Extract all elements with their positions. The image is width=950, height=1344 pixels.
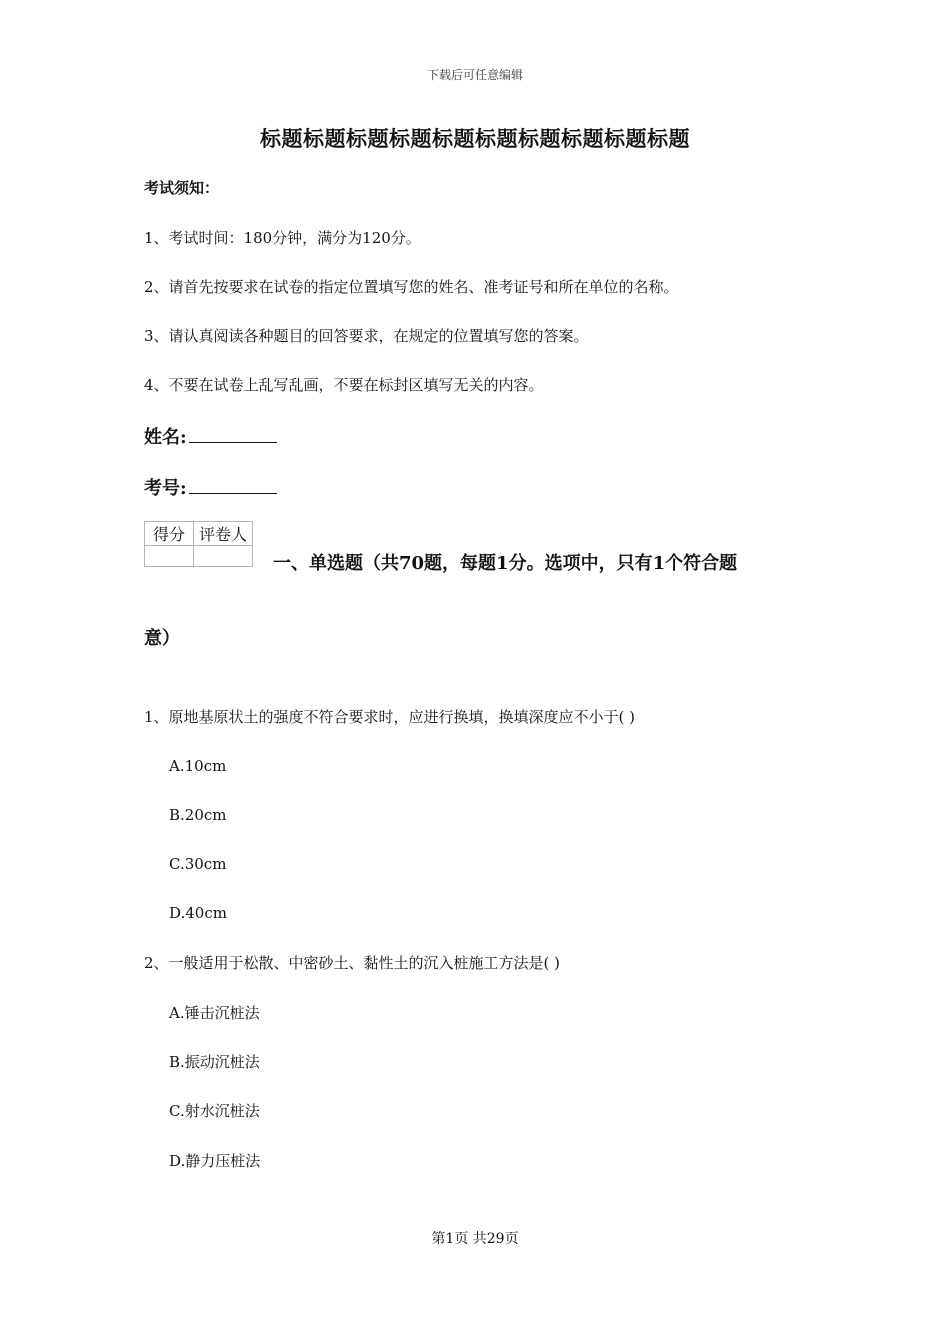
question-2-option-d: D.静力压桩法	[169, 1152, 261, 1170]
notice-rule-4: 4、不要在试卷上乱写乱画，不要在标封区填写无关的内容。	[144, 376, 544, 394]
notice-rule-1: 1、考试时间：180分钟，满分为120分。	[144, 229, 421, 247]
score-label: 得分	[145, 522, 194, 546]
name-blank	[189, 442, 277, 443]
name-field	[144, 423, 277, 449]
section-heading-continued: 意）	[144, 628, 180, 649]
exam-number-blank	[189, 493, 277, 494]
notice-rule-3: 3、请认真阅读各种题目的回答要求，在规定的位置填写您的答案。	[144, 327, 589, 345]
score-cell	[145, 546, 194, 567]
question-2-option-c: C.射水沉桩法	[169, 1102, 260, 1120]
section-heading: 一、单选题（共70题，每题1分。选项中，只有1个符合题	[273, 553, 738, 574]
question-1: 1、原地基原状土的强度不符合要求时，应进行换填，换填深度应不小于( )	[144, 708, 636, 726]
exam-number-label: 考号:	[144, 478, 187, 499]
notice-rule-2: 2、请首先按要求在试卷的指定位置填写您的姓名、准考证号和所在单位的名称。	[144, 278, 679, 296]
page-footer: 第1页 共29页	[431, 1231, 519, 1247]
question-2-option-a: A.锤击沉桩法	[169, 1004, 260, 1022]
notice-heading: 考试须知：	[144, 179, 220, 197]
grader-label: 评卷人	[194, 522, 253, 546]
grader-cell	[194, 546, 253, 567]
question-2: 2、一般适用于松散、中密砂土、黏性土的沉入桩施工方法是( )	[144, 954, 561, 972]
question-2-option-b: B.振动沉桩法	[169, 1053, 260, 1071]
score-box	[144, 521, 253, 567]
exam-number-field	[144, 474, 277, 500]
question-1-option-d: D.40cm	[169, 904, 227, 922]
header-note: 下载后可任意编辑	[426, 68, 523, 82]
question-1-option-b: B.20cm	[169, 806, 227, 824]
question-1-option-a: A.10cm	[169, 757, 227, 775]
document-title: 标题标题标题标题标题标题标题标题标题标题	[260, 126, 690, 151]
name-label: 姓名:	[144, 427, 187, 448]
question-1-option-c: C.30cm	[169, 855, 227, 873]
